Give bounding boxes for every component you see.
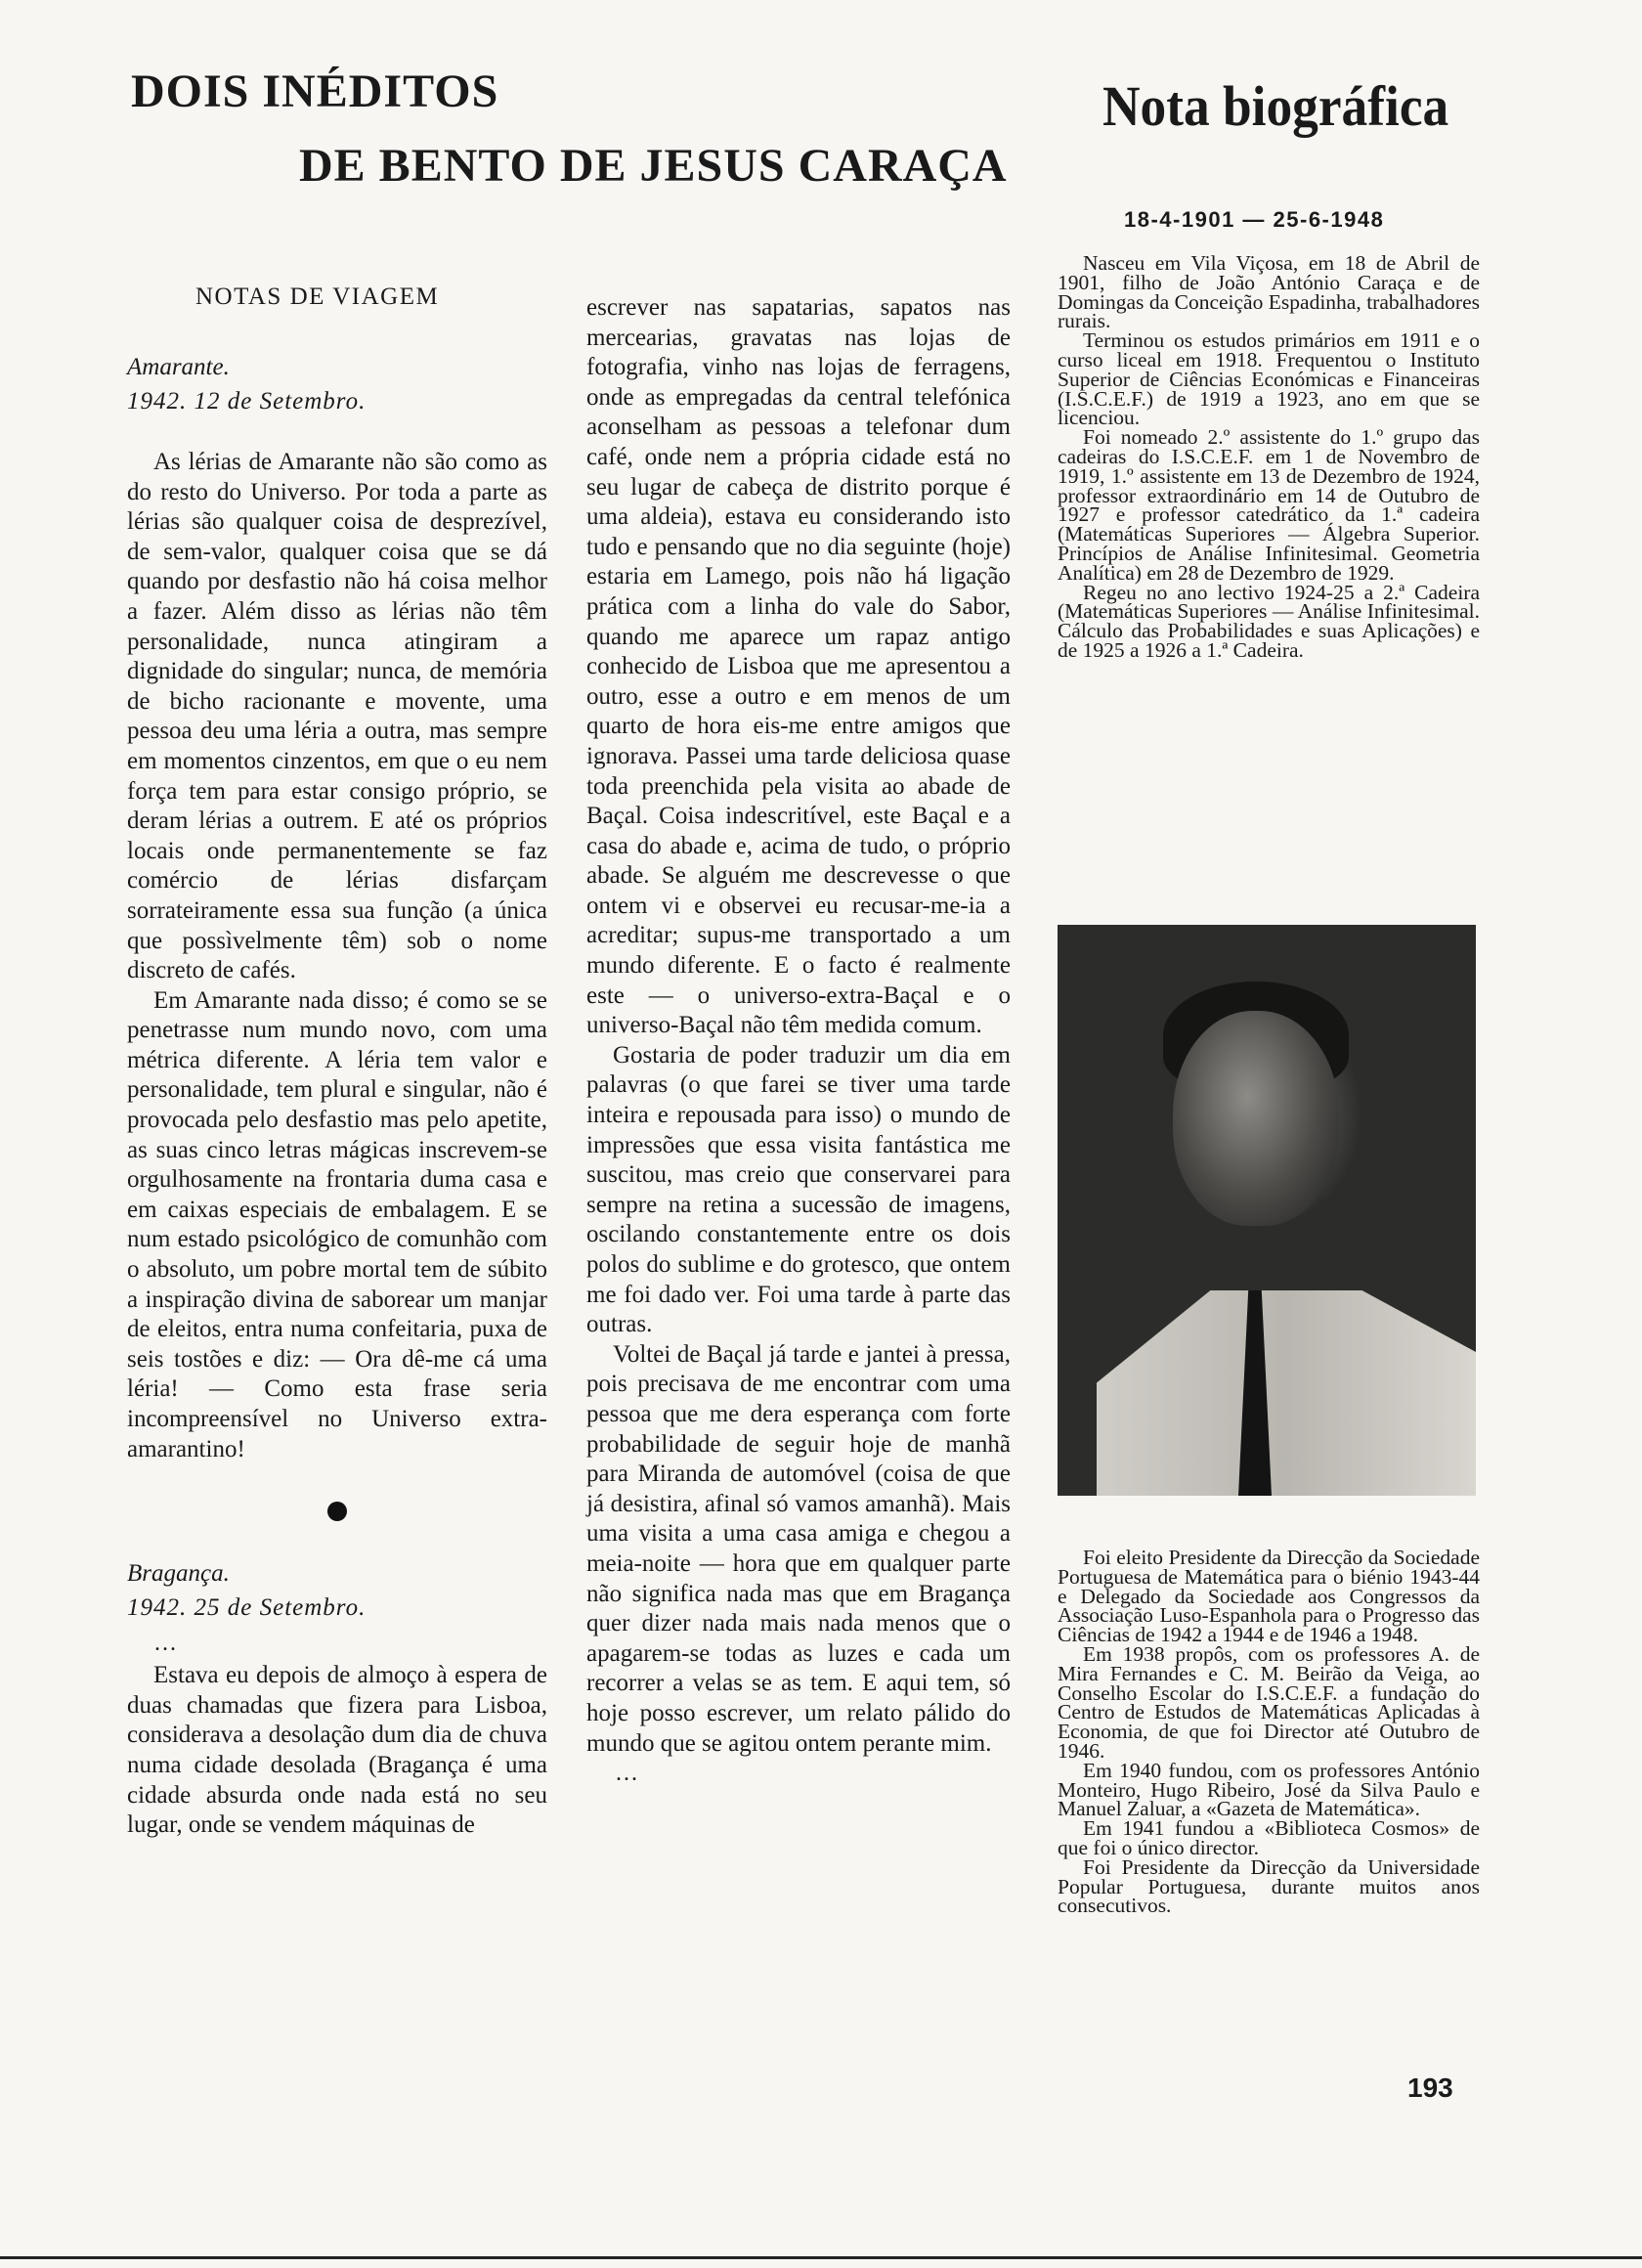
bio-paragraph: Em 1940 fundou, com os professores António Monteiro, Hugo Ribeiro, José da Silva Paulo e Manuel Zaluar, a «Gazeta de Matemática».	[1058, 1758, 1480, 1821]
section-title: NOTAS DE VIAGEM	[195, 284, 440, 310]
left-column	[127, 284, 547, 1841]
ellipsis: ...	[616, 1761, 639, 1787]
article-title-line-1: DOIS INÉDITOS	[131, 65, 499, 117]
bio-paragraph: Em 1941 fundou a «Biblioteca Cosmos» de que foi o único director.	[1058, 1816, 1480, 1859]
bottom-rule	[0, 2256, 1642, 2259]
paragraph: Voltei de Baçal já tarde e jantei à pressa, pois precisava de me encontrar com uma pessoa que me dera esperança com forte probabilidade de seguir hoje de manhã para Miranda de automóvel (coisa de que já desistira, afinal só vamos amanhã). Mais uma visita a uma casa amiga e chegou a meia-noite — hora que em qualquer parte não significa nada mas que em Bragança quer dizer nada mais nada menos que o apagarem-se todas as luzes e cada um recorrer a velas se as tem. E aqui tem, só hoje posso escrever, um relato pálido do mundo que se agitou ontem perante mim.	[586, 1340, 1011, 1757]
paragraph: Estava eu depois de almoço à espera de duas chamadas que fizera para Lisboa, considerava a desolação dum dia de chuva numa cidade desolada (Bragança é uma cidade absurda onde nada está no seu lugar, onde se vendem máquinas de	[127, 1662, 547, 1839]
bio-paragraph: Nasceu em Vila Viçosa, em 18 de Abril de 1901, filho de João António Caraça e de Domingas da Conceição Espadinha, trabalhadores rurais.	[1058, 251, 1480, 333]
paragraph: escrever nas sapatarias, sapatos nas mercearias, gravatas nas lojas de fotografia, vinho nas lojas de ferragens, onde as empregadas da central telefónica aconselham as pessoas a telefonar dum café, onde nem a própria cidade está no seu lugar de cabeça de distrito porque é uma aldeia), estava eu considerando isto tudo e pensando que no dia seguinte (hoje) estaria em Lamego, pois não há ligação prática com a linha do vale do Sabor, quando me aparece um rapaz antigo conhecido de Lisboa que me apresentou a outro, esse a outro e em menos de um quarto de hora eis-me entre amigos que ignorava. Passei uma tarde deliciosa quase toda preenchida pela visita ao abade de Baçal. Coisa indescritível, este Baçal e a casa do abade e, acima de tudo, o próprio abade. Se alguém me descrevesse o que ontem vi e observei eu recusar-me-ia a acreditar; supus-me transportado a um mundo diferente. E o facto é realmente este — o universo-extra-Baçal e o universo-Baçal não têm medida comum.	[586, 294, 1011, 1039]
middle-column	[586, 293, 1011, 1787]
paragraph: Gostaria de poder traduzir um dia em palavras (o que farei se tiver uma tarde inteira e repousada para isso) o mundo de impressões que essa visita fantástica me suscitou, mas creio que conservarei para sempre na retina a sucessão de imagens, oscilando constantemente entre os dois polos do sublime e do grotesco, que ontem me foi dado ver. Foi uma tarde à parte das outras.	[586, 1041, 1011, 1338]
article-title-line-2: DE BENTO DE JESUS CARAÇA	[299, 140, 1008, 192]
life-dates: 18-4-1901 — 25-6-1948	[1124, 207, 1385, 232]
bio-paragraph: Em 1938 propôs, com os professores A. de Mira Fernandes e C. M. Beirão da Veiga, ao Conselho Escolar do I.S.C.E.F. a fundação do Centro de Estudos de Matemáticas Aplicadas à Economia, de que foi Director até Outubro de 1946.	[1058, 1641, 1480, 1763]
dateline-braganca-place: Bragança.	[127, 1560, 230, 1588]
photo-jacket	[1097, 1290, 1476, 1496]
bio-top	[1058, 251, 1480, 662]
bio-paragraph: Foi eleito Presidente da Direcção da Sociedade Portuguesa de Matemática para o biénio 1943-44 e Delegado da Sociedade aos Congressos da Associação Luso-Espanhola para o Progresso das Ciências de 1942 a 1944 e de 1946 a 1948.	[1058, 1546, 1480, 1647]
section-bullet	[327, 1502, 347, 1521]
page-number: 193	[1407, 2072, 1453, 2103]
paragraph: Em Amarante nada disso; é como se se penetrasse num mundo novo, com uma métrica diferente. A léria tem valor e personalidade, tem plural e singular, não é provocada pelo desfastio mas pelo apetite, as suas cinco letras mágicas inscrevem-se orgulhosamente na frontaria duma casa e em caixas especiais de embalagem. E se num estado psicológico de comunhão com o absoluto, um pobre mortal tem de súbito a inspiração divina de saborear um manjar de eleitos, entra numa confeitaria, puxa de seis tostões e diz: — Ora dê-me cá uma léria! — Como esta frase seria incompreensível no Universo extra-amarantino!	[127, 986, 547, 1462]
bio-paragraph: Foi Presidente da Direcção da Universidade Popular Portuguesa, durante muitos anos consecutivos.	[1058, 1854, 1480, 1918]
bio-paragraph: Terminou os estudos primários em 1911 e o curso liceal em 1918. Frequentou o Instituto Superior de Ciências Económicas e Financeiras (I.S.C.E.F.) de 1919 a 1923, ano em que se licenciou.	[1058, 328, 1480, 430]
dateline-braganca-date: 1942. 25 de Setembro.	[127, 1594, 367, 1622]
nota-biografica-title: Nota biográfica	[1102, 74, 1449, 138]
portrait-photo	[1058, 925, 1476, 1496]
dateline-amarante-date: 1942. 12 de Setembro.	[127, 388, 367, 414]
bio-paragraph: Regeu no ano lectivo 1924-25 a 2.ª Cadeira (Matemáticas Superiores — Análise Infinitesimal. Cálculo das Probabilidades e suas Aplicações) e de 1925 a 1926 a 1.ª Cadeira.	[1058, 580, 1480, 662]
paragraph: As lérias de Amarante não são como as do resto do Universo. Por toda a parte as lérias são qualquer coisa de desprezível, de sem-valor, qualquer coisa que se dá quando por desfastio não há coisa melhor a fazer. Além disso as lérias não têm personalidade, nunca atingiram a dignidade do singular; nunca, de memória de bicho racionante e movente, uma pessoa deu uma léria a outra, mas sempre em momentos cinzentos, em que o eu nem força tem para estar consigo próprio, se deram lérias a outrem. E até os próprios locais onde permanentemente se faz comércio de lérias disfarçam sorrateiramente essa sua função (a única que possìvelmente têm) sob o nome discreto de cafés.	[127, 449, 547, 984]
ellipsis: ...	[154, 1631, 178, 1657]
bio-bottom	[1058, 1548, 1480, 1916]
dateline-amarante-place: Amarante.	[127, 354, 230, 380]
photo-head	[1173, 1011, 1339, 1226]
bio-paragraph: Foi nomeado 2.º assistente do 1.º grupo das cadeiras do I.S.C.E.F. em 1 de Novembro de 1919, 1.º assistente em 13 de Dezembro de 1924, professor extraordinário em 14 de Outubro de 1927 e professor catedrático da 1.ª cadeira (Matemáticas Superiores — Álgebra Superior. Princípios de Análise Infinitesimal. Geometria Analítica) em 28 de Dezembro de 1929.	[1058, 425, 1480, 585]
